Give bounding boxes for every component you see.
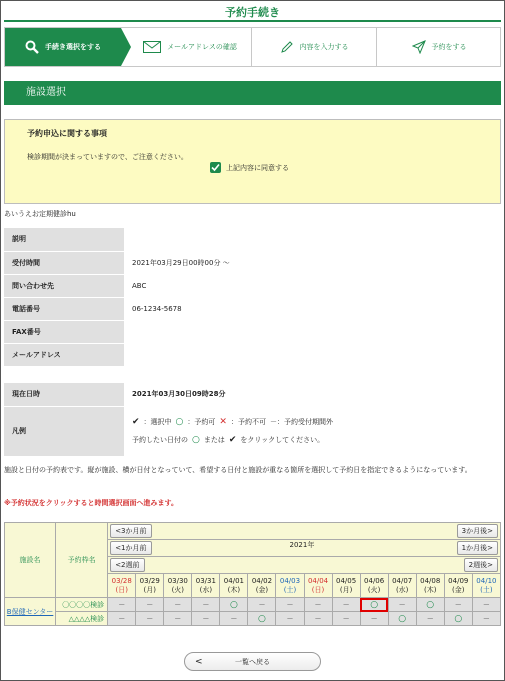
slot-unavailable: － [472, 598, 500, 612]
warning-text: ※予約状況をクリックすると時間選択画面へ進みます。 [4, 499, 178, 507]
legend-hint [132, 435, 501, 445]
slot-available[interactable]: ○ [388, 612, 416, 626]
nav-row-1m [108, 540, 501, 557]
weekday-label: (木) [423, 585, 437, 594]
col-type-header: 予約枠名 [56, 523, 108, 598]
legend-selected: ：選択中 [143, 418, 172, 426]
date-label: 03/28 [111, 576, 132, 585]
slot-unavailable: － [276, 612, 304, 626]
hint-suffix: をクリックしてください。 [240, 436, 325, 444]
info-key: FAX番号 [4, 320, 124, 343]
slot-available[interactable]: ○ [248, 612, 276, 626]
now-key: 現在日時 [4, 383, 124, 406]
legend-key: 凡例 [4, 406, 124, 456]
date-label: 04/05 [335, 576, 357, 585]
slot-unavailable: － [332, 598, 360, 612]
date-header [276, 574, 304, 598]
search-icon [25, 40, 39, 54]
date-header [332, 574, 360, 598]
info-key: メールアドレス [4, 343, 124, 366]
slot-available[interactable]: ○ [220, 598, 248, 612]
col-facility-header: 施設名 [5, 523, 56, 598]
available-circle-icon: ○ [175, 417, 184, 427]
prev-3-months-button[interactable]: <3か月前 [110, 524, 151, 538]
step-select-label: 手続き選択をする [45, 43, 101, 51]
slot-available[interactable]: ○ [360, 598, 388, 612]
info-row [4, 406, 501, 456]
status-table [4, 383, 501, 457]
date-label: 04/04 [307, 576, 329, 585]
next-1-month-button[interactable]: 1か月後> [457, 541, 498, 555]
info-row [4, 320, 501, 343]
date-header [248, 574, 276, 598]
exam-name: あいうえお定期健診hu [4, 210, 76, 218]
back-label: 一覧へ戻る [235, 657, 270, 666]
slot-available[interactable]: ○ [444, 612, 472, 626]
step-mail [131, 28, 249, 66]
weekday-label: (火) [367, 585, 381, 594]
slot-unavailable: － [164, 612, 192, 626]
date-label: 04/08 [420, 576, 441, 585]
prev-1-month-button[interactable]: <1か月前 [110, 541, 151, 555]
weekday-label: (水) [395, 585, 409, 594]
notice-text: 検診期間が決まっていますので、ご注意ください。 [27, 153, 188, 161]
facility-link[interactable]: B保健センター [5, 598, 56, 626]
slot-unavailable: － [136, 598, 164, 612]
date-label: 04/01 [223, 576, 244, 585]
weekday-label: (月) [339, 585, 353, 594]
date-label: 03/29 [139, 576, 160, 585]
agree-checkbox[interactable] [210, 162, 289, 173]
selected-check-icon: ✔ [132, 417, 140, 427]
slot-unavailable: － [416, 612, 444, 626]
date-header [472, 574, 500, 598]
info-row [4, 228, 501, 251]
info-value [124, 343, 501, 366]
section-title: 施設選択 [4, 81, 501, 105]
nav-row-3m [108, 523, 501, 540]
slot-unavailable: － [136, 612, 164, 626]
info-key: 電話番号 [4, 297, 124, 320]
date-header [416, 574, 444, 598]
info-row [4, 297, 501, 320]
slot-unavailable: － [304, 612, 332, 626]
step-reserve-label: 予約をする [431, 43, 467, 51]
date-header [108, 574, 136, 598]
next-2-weeks-button[interactable]: 2週後> [464, 558, 498, 572]
chevron-left-icon: < [195, 657, 203, 667]
calendar-year: 2021年 [289, 541, 315, 549]
reservation-calendar [4, 522, 501, 626]
step-mail-label: メールアドレスの確認 [167, 43, 237, 51]
hint-prefix: 予約したい日付の [132, 436, 188, 444]
info-value: ABC [124, 274, 501, 297]
weekday-label: (金) [255, 585, 269, 594]
date-label: 04/07 [392, 576, 413, 585]
weekday-label: (水) [199, 585, 213, 594]
page-title: 予約手続き [225, 6, 280, 19]
date-label: 04/10 [476, 576, 497, 585]
nav-row-2w [108, 557, 501, 574]
date-label: 04/03 [279, 576, 301, 585]
slot-unavailable: － [108, 598, 136, 612]
date-header [192, 574, 220, 598]
legend-symbols [132, 417, 501, 427]
slot-unavailable: － [332, 612, 360, 626]
info-key: 説明 [4, 228, 124, 251]
slot-unavailable: － [192, 598, 220, 612]
legend-unavailable: ：予約不可 [230, 418, 266, 426]
slot-unavailable: － [192, 612, 220, 626]
title-divider [4, 20, 501, 22]
date-header [388, 574, 416, 598]
weekday-label: (日) [311, 585, 325, 594]
slot-available[interactable]: ○ [416, 598, 444, 612]
calendar-row [5, 612, 501, 626]
date-header [304, 574, 332, 598]
info-value [124, 320, 501, 343]
send-icon [412, 40, 426, 54]
selected-check-icon: ✔ [228, 435, 237, 445]
slot-unavailable: － [248, 598, 276, 612]
info-value: 06-1234-5678 [124, 297, 501, 320]
step-arrow [121, 28, 131, 66]
reservation-type: 〇〇〇〇検診 [56, 598, 108, 612]
agree-label: 上記内容に同意する [226, 163, 289, 172]
back-to-list-button[interactable] [184, 652, 321, 671]
date-header [444, 574, 472, 598]
available-circle-icon: ○ [192, 435, 200, 445]
slot-unavailable: － [304, 598, 332, 612]
weekday-label: (木) [227, 585, 241, 594]
slot-unavailable: － [360, 612, 388, 626]
info-row [4, 383, 501, 406]
slot-unavailable: － [276, 598, 304, 612]
info-value [124, 228, 501, 251]
step-input-label: 内容を入力する [299, 43, 349, 51]
step-separator [376, 28, 377, 66]
date-header [164, 574, 192, 598]
hint-mid: または [203, 436, 225, 444]
info-table [4, 228, 501, 367]
weekday-label: (日) [115, 585, 128, 594]
date-label: 04/09 [448, 576, 469, 585]
weekday-label: (月) [143, 585, 156, 594]
weekday-label: (土) [480, 585, 493, 594]
slot-unavailable: － [444, 598, 472, 612]
prev-2-weeks-button[interactable]: <2週前 [110, 558, 144, 572]
unavailable-cross-icon: ✕ [219, 417, 227, 427]
legend-value [124, 406, 501, 456]
mail-icon [143, 41, 161, 53]
reservation-type: △△△△検診 [56, 612, 108, 626]
date-label: 03/30 [167, 576, 188, 585]
info-value: 2021年03月29日00時00分 ～ [124, 251, 501, 274]
date-label: 04/06 [364, 576, 385, 585]
weekday-label: (金) [452, 585, 465, 594]
weekday-label: (土) [283, 585, 297, 594]
info-row [4, 343, 501, 366]
pencil-icon [280, 40, 294, 54]
date-label: 03/31 [195, 576, 216, 585]
slot-unavailable: － [164, 598, 192, 612]
date-header [220, 574, 248, 598]
weekday-label: (火) [171, 585, 185, 594]
legend-outside: －：予約受付期間外 [269, 418, 333, 426]
step-separator [251, 28, 252, 66]
info-key: 受付時間 [4, 251, 124, 274]
notice-title: 予約申込に関する事項 [27, 129, 107, 138]
notice-box [4, 119, 501, 204]
slot-unavailable: － [220, 612, 248, 626]
step-reserve [378, 28, 500, 66]
info-row [4, 251, 501, 274]
slot-unavailable: － [472, 612, 500, 626]
legend-available: ：予約可 [187, 418, 216, 426]
now-value: 2021年03月30日09時28分 [124, 383, 501, 406]
info-key: 問い合わせ先 [4, 274, 124, 297]
step-select [5, 28, 121, 66]
step-input [253, 28, 375, 66]
slot-unavailable: － [108, 612, 136, 626]
checkbox-checked-icon[interactable] [210, 162, 221, 173]
calendar-row [5, 598, 501, 612]
date-header [136, 574, 164, 598]
date-header [360, 574, 388, 598]
next-3-months-button[interactable]: 3か月後> [457, 524, 498, 538]
description: 施設と日付の予約表です。縦が施設、横が日付となっていて、希望する日付と施設が重なる箇所を選択して予約日を指定できるようになっています。 [4, 466, 472, 474]
step-indicator [4, 27, 501, 67]
info-row [4, 274, 501, 297]
slot-unavailable: － [388, 598, 416, 612]
date-label: 04/02 [251, 576, 273, 585]
